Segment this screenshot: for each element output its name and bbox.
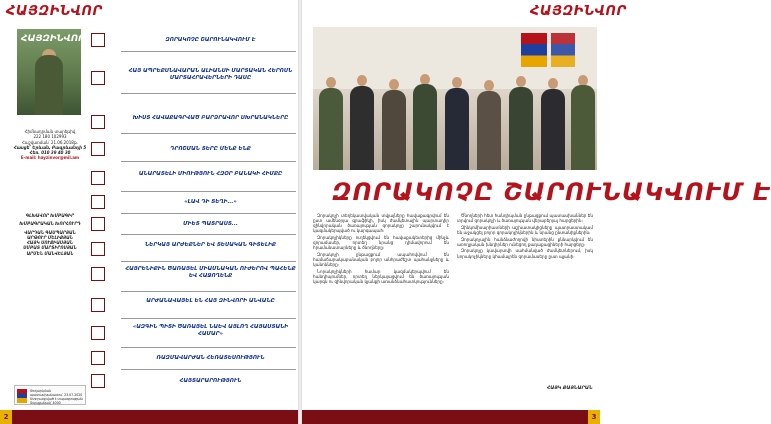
toc-label: ԽԻՍՏ ՀԱՎԱՔԱԳՐՎԱԾ ԲԱՐՁՐԱՎՈՐ ՍԽՐԱՆԱԿՆԵՐԸ — [132, 115, 289, 121]
toc-page-number — [91, 217, 105, 231]
toc-page-number — [91, 33, 105, 47]
article-column-2 — [457, 213, 593, 260]
article-paragraph: Զորակոչային հանձնաժողովի նիստերին քննարկվում են առողջական խնդիրներ ունեցող քաղաքացիների հարցերը։ — [457, 236, 593, 247]
toc-label: «ԼԱՎ ԴԻ ՏԵՂԻ...» — [184, 199, 237, 205]
left-page-logo: ՀԱՅԶԻՆՎՈՐ — [6, 4, 103, 19]
print-info-line: Տպաքանակ՝ 4000 — [30, 401, 61, 405]
toc-label: ՀԱՅՏԱՐԱՐՈՒԹՅՈՒՆ — [179, 378, 242, 384]
left-footer-band — [8, 410, 298, 424]
cover-logo: ՀԱՅԶԻՆՎՈՐ — [21, 34, 85, 44]
article-column-1 — [313, 213, 449, 286]
article-paragraph: Զինկոմիսարիատների աշխատակիցները պատրաստակամ են աջակցել բոլոր զորակոչիկներին և նրանց ընտանիքներին։ — [457, 224, 593, 235]
person-head — [484, 80, 494, 91]
print-info-line: Թողարկման պատասխանատու՝ 23.07.2020 — [30, 389, 83, 397]
toc-divider — [121, 191, 296, 192]
article-paragraph: Զորակոչի ընթացքում ապահովվում են համաճարակաբանական բոլոր անհրաժեշտ պահանջները և կանոնները։ — [313, 252, 449, 268]
left-page — [0, 0, 298, 424]
toc-page-number — [91, 115, 105, 129]
toc-divider — [121, 291, 296, 292]
flag-icon — [551, 33, 575, 67]
toc-label: ՀԱՅ ԱՊՐԵՔՍՆԱՎԱՐԱՆ ԱԼԻԱՆՍԻ ՄԱՐՏԱԿԱՆ ՀԵՐՈՍՆ ՄԱՐՏԱՀՐԱՎԵՐՆԵՐԻ ԴԱՍԸ — [128, 68, 293, 81]
toc-divider — [121, 234, 296, 235]
cover-soldier-figure — [35, 55, 63, 115]
toc-label: «ԱԶԳԻՆ ՊԻՏԻ ԾԱՌԱՅԵԼ ՆԱԵՎ ԱՅԼՈՂ ՀԱՅԱՍՏԱՆԻ ՀԱՄԱՐ» — [132, 324, 289, 337]
toc-page-number — [91, 298, 105, 312]
board-member: ՎԱՐԴԱՆ ԳԱՍՊԱՐՅԱՆ — [24, 229, 76, 235]
right-page-number: 3 — [588, 410, 600, 424]
toc-divider — [121, 318, 296, 319]
article-paragraph: Զորակոչիկները ուղեկցվում են հավաքակետերից մինչև զորամասեր, որտեղ նրանց դիմավորում են հրամանատարները և ծնողները։ — [313, 235, 449, 251]
toc-page-number — [91, 267, 105, 281]
article-paragraph: Ծնողների հետ հանդիպման ընթացքում պատասխաններ են տրվում զորակոչի և ծառայության վերաբերյալ հարցերին։ — [457, 213, 593, 224]
person-figure — [541, 89, 565, 170]
board-member: ՀԱՅԿ ՍՈՒՔԻԱՍՅԱՆ — [27, 240, 73, 246]
person-figure — [413, 84, 437, 170]
board-title: ԳԼԽԱՎՈՐ ԽՄԲԱԳԻՐ — [25, 213, 75, 218]
right-footer-band — [302, 410, 588, 424]
toc-label: ԶՈՐԱԿՈՉԸ ՇԱՐՈՒՆԱԿՎՈՒՄ Է — [165, 37, 256, 43]
article-paragraph: Նորակոչիկների համար կազմակերպվում են հանդիպումներ, որտեղ ներկայացվում են ծառայության կարգն ու զինվորական կյանքի առանձնահատկությունները։ — [313, 269, 449, 285]
person-figure — [382, 90, 406, 170]
toc-divider — [121, 161, 296, 162]
toc-page-number — [91, 374, 105, 388]
person-head — [548, 78, 558, 89]
toc-divider — [121, 369, 296, 370]
person-figure — [509, 87, 533, 170]
toc-page-number — [91, 142, 105, 156]
toc-divider — [121, 261, 296, 262]
print-info-text — [30, 389, 85, 405]
print-info-line: Ստորագրված է տպագրության — [30, 397, 83, 401]
person-head — [516, 76, 526, 87]
article-paragraph: Զորակոչը կավարտվի սահմանված ժամկետներում, իսկ նորակոչիկները կհամալրեն զորամասերը ըստ պլանի։ — [457, 248, 593, 259]
info-line: Հիմնադրման տարեթիվ — [24, 129, 76, 134]
toc-divider — [121, 51, 296, 52]
cover-thumbnail — [17, 29, 85, 115]
article-headline: ԶՈՐԱԿՈՉԸ ՇԱՐՈՒՆԱԿՎՈՒՄ Է — [332, 178, 771, 206]
article-byline: ՀԱՅԿ ՔԱՅՆԱՐԱՆ — [547, 386, 593, 391]
toc-page-number — [91, 326, 105, 340]
print-info-box — [14, 385, 86, 405]
info-line: Հաշվառման՝ 21.06.2018թ. — [21, 139, 79, 145]
board-member: ԱՐԹՈՒՐ ՄԵԼԻՔՅԱՆ — [27, 234, 73, 240]
info-line: Հասցե՝ Երևան, Բագրևանդի 5 — [13, 144, 87, 150]
board-member: ԱՐՄԵՆ ՄԱՆՎԵԼՅԱՆ — [26, 250, 74, 256]
toc-label: ՆԵՐԿԱՅ ԱՐԺԵՔՆԵՐ ԵՎ ՏԵՍԱԿԱՆ ԳԻՏԵԼԻՔ — [145, 242, 276, 248]
editorial-board — [13, 213, 87, 256]
toc-label: ԴՐՈՇՄԱՆ ՏԵՐԸ ՄԵՆՔ ԵՆՔ — [170, 146, 251, 152]
article-photo — [313, 27, 597, 170]
right-page — [302, 0, 771, 424]
person-head — [326, 77, 336, 88]
toc-page-number — [91, 351, 105, 365]
publication-info — [13, 129, 87, 161]
person-head — [357, 75, 367, 86]
toc-page-number — [91, 71, 105, 85]
toc-divider — [121, 93, 296, 94]
toc-divider — [121, 213, 296, 214]
board-subtitle: ԽՄԲԱԳՐԱԿԱՆ ԽՈՐՀՈՒՐԴ — [19, 221, 81, 227]
person-figure — [477, 91, 501, 170]
info-line: 222 180 102993 — [33, 134, 67, 140]
left-page-number: 2 — [0, 410, 12, 424]
toc-label: ԱՐԺԱՆԱՎԱՅԵԼ ԵՆ ՀԱՅ ԶԻՆՎՈՐԻ ԱՆՎԱՆԸ — [146, 298, 275, 304]
toc-divider — [121, 347, 296, 348]
person-head — [452, 77, 462, 88]
person-figure — [571, 85, 595, 170]
toc-page-number — [91, 195, 105, 209]
toc-divider — [121, 133, 296, 134]
toc-label: ԱՆԱՐԱՏԵԼԻ ՄԻՈՒԹՅՈՒՆ ՀԶՕՐ ԲԱՆԱԿԻ ՀԻՄՔԸ — [138, 171, 283, 177]
info-line: E-mail: hayzinvor@mil.am — [20, 155, 80, 161]
person-figure — [445, 88, 469, 170]
flag-icon — [17, 389, 27, 403]
flag-icon — [521, 33, 547, 67]
toc-label: ՀԱՅՐԵՆԻՔԻՆ ԾԱՌԱՅԵԼ ՄԻԱՍՆԱԿԱՆ ՈՒԺԵՐՈՎ ՊԱՀԵՆՔ ԵՎ ՀԱՋՈՂԵՆՔ — [125, 266, 296, 279]
right-page-logo: ՀԱՅԶԻՆՎՈՐ — [530, 4, 627, 19]
toc-label: ՌԱԶՄԱՎԱՐԺԱՆ ՀԵՌԱՏԵՍՈՒԹՅՈՒՆ — [156, 355, 265, 361]
info-line: Հեռ. 010 39 40 30 — [29, 150, 71, 156]
toc-page-number — [91, 171, 105, 185]
person-figure — [350, 86, 374, 170]
toc-label: ՄԻԵՏ ՊԱՏՐԱՍՏ... — [183, 221, 238, 227]
person-head — [389, 79, 399, 90]
article-paragraph: Զորակոչի տեղեկատվական տվյալները հավաքագրվում են ըստ ամենօրյա գրաֆիկի, իսկ ժամկետային պարտադիր զինվորական ծառայության զորակոչը շարունակվում է կազմակերպված ու կարգապահ։ — [313, 213, 449, 234]
board-member: ՍՄԲԱՏ ՄԱՐՏԻՐՈՍՅԱՆ — [23, 245, 77, 251]
person-figure — [319, 88, 343, 170]
toc-page-number — [91, 242, 105, 256]
